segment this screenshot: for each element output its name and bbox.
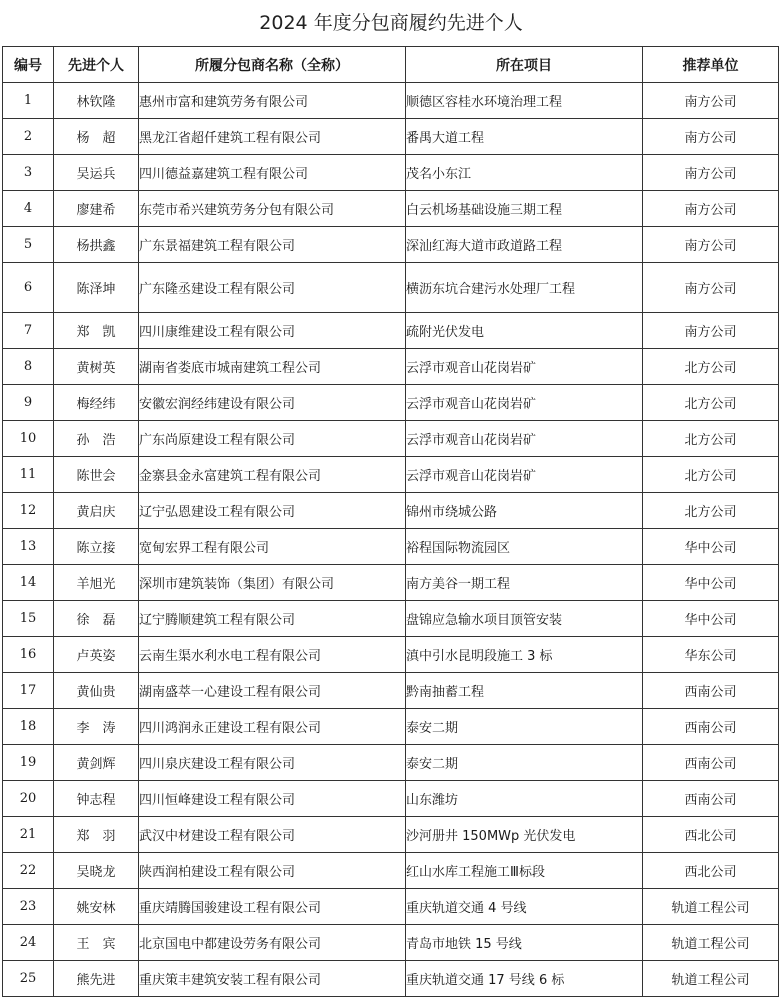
row-number: 18 — [3, 709, 54, 745]
row-person: 黄树英 — [54, 349, 139, 385]
row-company: 湖南省娄底市城南建筑工程公司 — [139, 349, 406, 385]
row-unit: 西北公司 — [643, 853, 779, 889]
row-unit: 南方公司 — [643, 227, 779, 263]
row-project: 茂名小东江 — [406, 155, 643, 191]
row-unit: 北方公司 — [643, 493, 779, 529]
row-unit: 轨道工程公司 — [643, 889, 779, 925]
row-project: 南方美谷一期工程 — [406, 565, 643, 601]
table-row — [3, 191, 779, 227]
row-company: 北京国电中都建设劳务有限公司 — [139, 925, 406, 961]
row-number: 12 — [3, 493, 54, 529]
row-person: 林钦隆 — [54, 83, 139, 119]
row-number: 20 — [3, 781, 54, 817]
row-unit: 南方公司 — [643, 191, 779, 227]
header-company: 所履分包商名称（全称） — [139, 47, 406, 83]
advanced-individuals-table — [2, 46, 779, 997]
table-row — [3, 313, 779, 349]
table-row — [3, 781, 779, 817]
row-person: 李 涛 — [54, 709, 139, 745]
row-person: 吴运兵 — [54, 155, 139, 191]
row-project: 滇中引水昆明段施工 3 标 — [406, 637, 643, 673]
row-company: 宽甸宏界工程有限公司 — [139, 529, 406, 565]
row-person: 王 宾 — [54, 925, 139, 961]
row-project: 深汕红海大道市政道路工程 — [406, 227, 643, 263]
row-company: 金寨县金永富建筑工程有限公司 — [139, 457, 406, 493]
table-row — [3, 83, 779, 119]
row-project: 泰安二期 — [406, 709, 643, 745]
row-person: 卢英姿 — [54, 637, 139, 673]
row-number: 11 — [3, 457, 54, 493]
row-person: 孙 浩 — [54, 421, 139, 457]
row-unit: 北方公司 — [643, 457, 779, 493]
header-number: 编号 — [3, 47, 54, 83]
row-company: 云南生渠水利水电工程有限公司 — [139, 637, 406, 673]
row-company: 重庆靖腾国骏建设工程有限公司 — [139, 889, 406, 925]
row-number: 14 — [3, 565, 54, 601]
row-number: 23 — [3, 889, 54, 925]
row-person: 杨拱鑫 — [54, 227, 139, 263]
row-number: 7 — [3, 313, 54, 349]
row-unit: 西南公司 — [643, 673, 779, 709]
row-project: 疏附光伏发电 — [406, 313, 643, 349]
row-number: 22 — [3, 853, 54, 889]
row-company: 惠州市富和建筑劳务有限公司 — [139, 83, 406, 119]
row-project: 黔南抽蓄工程 — [406, 673, 643, 709]
row-project: 泰安二期 — [406, 745, 643, 781]
row-project: 重庆轨道交通 17 号线 6 标 — [406, 961, 643, 997]
row-person: 杨 超 — [54, 119, 139, 155]
row-person: 廖建希 — [54, 191, 139, 227]
row-project: 云浮市观音山花岗岩矿 — [406, 457, 643, 493]
row-company: 湖南盛萃一心建设工程有限公司 — [139, 673, 406, 709]
table-row — [3, 925, 779, 961]
row-company: 四川鸿润永正建设工程有限公司 — [139, 709, 406, 745]
row-project: 锦州市绕城公路 — [406, 493, 643, 529]
row-company: 四川泉庆建设工程有限公司 — [139, 745, 406, 781]
row-unit: 华东公司 — [643, 637, 779, 673]
row-unit: 西南公司 — [643, 781, 779, 817]
table-header-row — [3, 47, 779, 83]
table-row — [3, 817, 779, 853]
row-project: 番禺大道工程 — [406, 119, 643, 155]
row-project: 裕程国际物流园区 — [406, 529, 643, 565]
table-row — [3, 385, 779, 421]
row-number: 9 — [3, 385, 54, 421]
row-unit: 华中公司 — [643, 529, 779, 565]
row-unit: 南方公司 — [643, 155, 779, 191]
row-unit: 南方公司 — [643, 83, 779, 119]
row-person: 黄仙贵 — [54, 673, 139, 709]
table-row — [3, 673, 779, 709]
row-project: 红山水库工程施工Ⅲ标段 — [406, 853, 643, 889]
header-project: 所在项目 — [406, 47, 643, 83]
row-number: 4 — [3, 191, 54, 227]
row-number: 3 — [3, 155, 54, 191]
table-row — [3, 155, 779, 191]
row-number: 2 — [3, 119, 54, 155]
row-unit: 华中公司 — [643, 565, 779, 601]
row-number: 5 — [3, 227, 54, 263]
row-company: 辽宁弘恩建设工程有限公司 — [139, 493, 406, 529]
row-person: 姚安林 — [54, 889, 139, 925]
table-row — [3, 889, 779, 925]
row-company: 深圳市建筑装饰（集团）有限公司 — [139, 565, 406, 601]
table-row — [3, 227, 779, 263]
row-company: 陕西润柏建设工程有限公司 — [139, 853, 406, 889]
row-project: 云浮市观音山花岗岩矿 — [406, 421, 643, 457]
row-person: 黄剑辉 — [54, 745, 139, 781]
row-unit: 南方公司 — [643, 313, 779, 349]
row-unit: 北方公司 — [643, 421, 779, 457]
row-number: 6 — [3, 263, 54, 313]
row-unit: 西南公司 — [643, 745, 779, 781]
table-row — [3, 745, 779, 781]
document-title: 2024 年度分包商履约先进个人 — [259, 12, 523, 34]
table-row — [3, 853, 779, 889]
row-company: 武汉中材建设工程有限公司 — [139, 817, 406, 853]
row-company: 辽宁腾顺建筑工程有限公司 — [139, 601, 406, 637]
row-project: 横沥东坑合建污水处理厂工程 — [406, 263, 643, 313]
row-project: 青岛市地铁 15 号线 — [406, 925, 643, 961]
row-number: 19 — [3, 745, 54, 781]
table-row — [3, 529, 779, 565]
row-unit: 华中公司 — [643, 601, 779, 637]
row-number: 25 — [3, 961, 54, 997]
header-person: 先进个人 — [54, 47, 139, 83]
row-company: 重庆策丰建筑安装工程有限公司 — [139, 961, 406, 997]
row-unit: 南方公司 — [643, 263, 779, 313]
row-company: 东莞市希兴建筑劳务分包有限公司 — [139, 191, 406, 227]
row-number: 8 — [3, 349, 54, 385]
row-number: 24 — [3, 925, 54, 961]
row-project: 盘锦应急输水项目顶管安装 — [406, 601, 643, 637]
row-person: 吴晓龙 — [54, 853, 139, 889]
row-company: 广东景福建筑工程有限公司 — [139, 227, 406, 263]
row-company: 四川恒峰建设工程有限公司 — [139, 781, 406, 817]
row-project: 重庆轨道交通 4 号线 — [406, 889, 643, 925]
table-row — [3, 263, 779, 313]
row-person: 陈世会 — [54, 457, 139, 493]
row-number: 16 — [3, 637, 54, 673]
row-unit: 西南公司 — [643, 709, 779, 745]
table-row — [3, 961, 779, 997]
row-company: 广东隆丞建设工程有限公司 — [139, 263, 406, 313]
table-row — [3, 601, 779, 637]
row-person: 陈泽坤 — [54, 263, 139, 313]
row-person: 黄启庆 — [54, 493, 139, 529]
table-row — [3, 349, 779, 385]
row-number: 17 — [3, 673, 54, 709]
row-company: 黑龙江省超仟建筑工程有限公司 — [139, 119, 406, 155]
row-number: 15 — [3, 601, 54, 637]
row-number: 13 — [3, 529, 54, 565]
row-unit: 轨道工程公司 — [643, 925, 779, 961]
row-person: 梅经纬 — [54, 385, 139, 421]
row-number: 21 — [3, 817, 54, 853]
table-row — [3, 565, 779, 601]
row-company: 四川德益嘉建筑工程有限公司 — [139, 155, 406, 191]
row-person: 徐 磊 — [54, 601, 139, 637]
table-row — [3, 709, 779, 745]
table-row — [3, 421, 779, 457]
row-project: 云浮市观音山花岗岩矿 — [406, 385, 643, 421]
header-unit: 推荐单位 — [643, 47, 779, 83]
row-unit: 轨道工程公司 — [643, 961, 779, 997]
row-person: 陈立接 — [54, 529, 139, 565]
row-company: 四川康维建设工程有限公司 — [139, 313, 406, 349]
table-row — [3, 493, 779, 529]
row-project: 云浮市观音山花岗岩矿 — [406, 349, 643, 385]
row-project: 白云机场基础设施三期工程 — [406, 191, 643, 227]
row-unit: 北方公司 — [643, 349, 779, 385]
row-person: 钟志程 — [54, 781, 139, 817]
row-person: 熊先进 — [54, 961, 139, 997]
row-company: 安徽宏润经纬建设有限公司 — [139, 385, 406, 421]
row-company: 广东尚原建设工程有限公司 — [139, 421, 406, 457]
row-person: 郑 凯 — [54, 313, 139, 349]
table-row — [3, 119, 779, 155]
row-number: 1 — [3, 83, 54, 119]
row-unit: 西北公司 — [643, 817, 779, 853]
row-unit: 南方公司 — [643, 119, 779, 155]
row-project: 顺德区容桂水环境治理工程 — [406, 83, 643, 119]
row-person: 羊旭光 — [54, 565, 139, 601]
row-person: 郑 羽 — [54, 817, 139, 853]
row-project: 沙河册井 150MWp 光伏发电 — [406, 817, 643, 853]
table-row — [3, 637, 779, 673]
table-row — [3, 457, 779, 493]
row-unit: 北方公司 — [643, 385, 779, 421]
row-number: 10 — [3, 421, 54, 457]
row-project: 山东潍坊 — [406, 781, 643, 817]
